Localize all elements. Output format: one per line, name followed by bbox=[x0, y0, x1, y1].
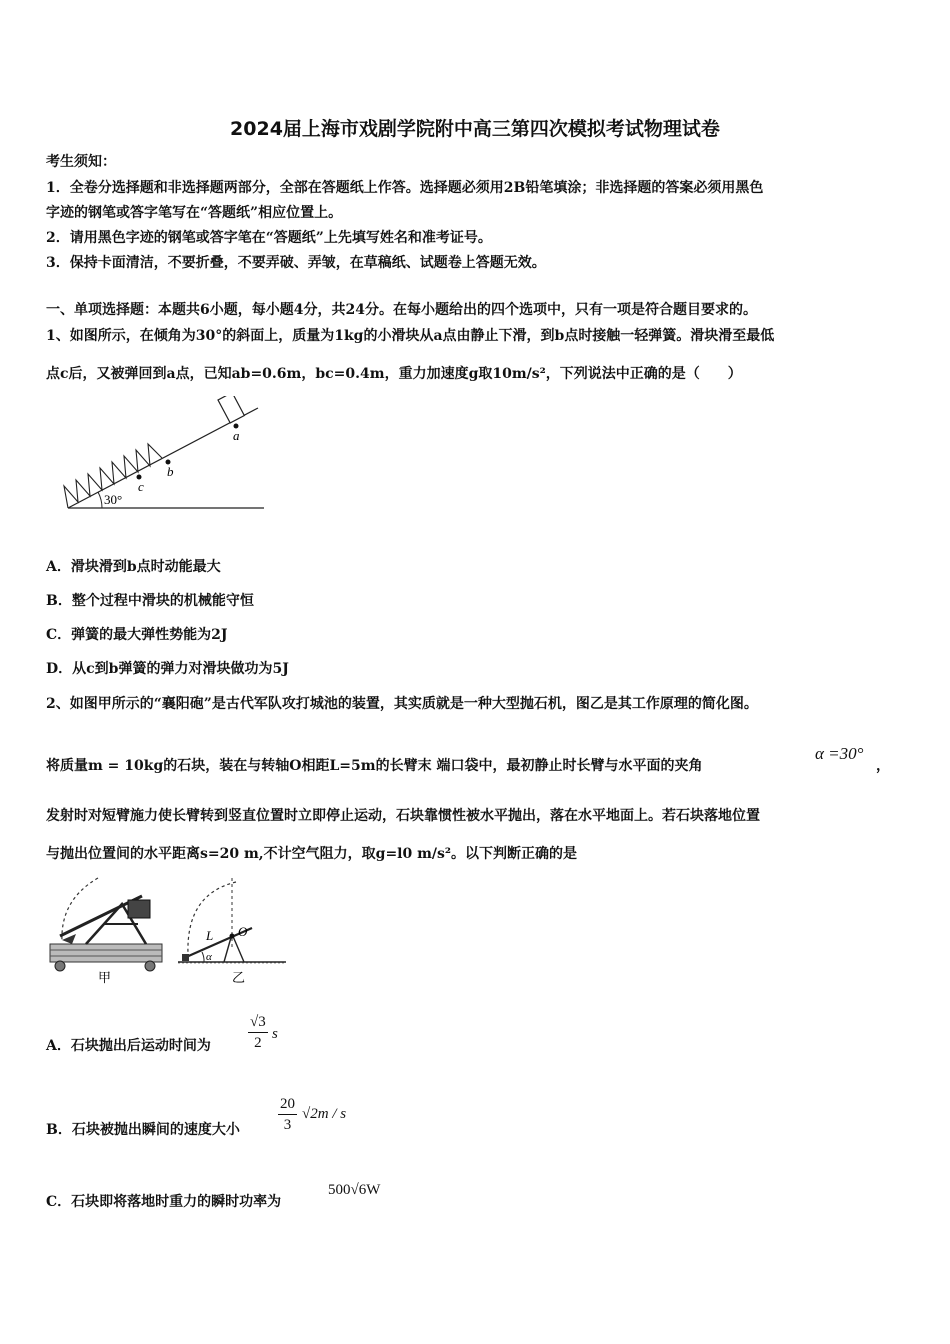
q1-incline-figure bbox=[58, 396, 268, 516]
q2-option-b-denominator: 3 bbox=[278, 1114, 297, 1135]
q2-line-3: 发射时对短臂施力使长臂转到竖直位置时立即停止运动，石块靠惯性被水平抛出，落在水平地面上。若石块落地位置 bbox=[46, 808, 760, 824]
trebuchet-counterweight bbox=[128, 900, 150, 918]
slider-block-icon bbox=[218, 396, 244, 423]
q2-option-a-numerator: √3 bbox=[248, 1012, 268, 1033]
incline-line bbox=[68, 408, 258, 508]
q2-line-2-text: 将质量m = 10kg的石块，装在与转轴O相距L=5m的长臂末 端口袋中，最初静止时长臂与水平面的夹角 bbox=[46, 758, 703, 774]
q1-option-c: C．弹簧的最大弹性势能为2J bbox=[46, 627, 228, 643]
trebuchet-base bbox=[50, 944, 162, 962]
q2-option-c-value: 500√6W bbox=[328, 1182, 381, 1198]
notice-item-3: 3．保持卡面清洁，不要折叠，不要弄破、弄皱，在草稿纸、试题卷上答题无效。 bbox=[46, 255, 546, 271]
notice-item-1a: 1．全卷分选择题和非选择题两部分，全部在答题纸上作答。选择题必须用2B铅笔填涂；非选择题的答案必须用黑色 bbox=[46, 180, 764, 196]
q2-option-c-text: C．石块即将落地时重力的瞬时功率为 bbox=[46, 1194, 282, 1210]
q2-option-b bbox=[46, 1120, 240, 1140]
label-angle: 30° bbox=[104, 492, 123, 507]
q2-line-2-end: ， bbox=[876, 758, 890, 774]
angle-arc bbox=[98, 492, 102, 508]
q2-option-a-unit: s bbox=[272, 1026, 278, 1042]
q1-line-1: 1、如图所示，在倾角为30°的斜面上，质量为1kg的小滑块从a点由静止下滑，到b点时接触一轻弹簧。滑块滑至最低 bbox=[46, 328, 775, 344]
label-b: b bbox=[167, 464, 174, 479]
q2-trebuchet-figure bbox=[46, 874, 290, 986]
pivot-o-marker bbox=[230, 934, 235, 939]
label-alpha: α bbox=[206, 951, 212, 963]
q1-option-b: B．整个过程中滑块的机械能守恒 bbox=[46, 593, 254, 609]
q1-line-2: 点c后，又被弹回到a点，已知ab=0.6m，bc=0.4m，重力加速度g取10m/s²，下列说法中正确的是（ ） bbox=[46, 366, 742, 382]
q2-line-4: 与抛出位置间的水平距离s=20 m,不计空气阻力，取g=l0 m/s²。以下判断正确的是 bbox=[46, 846, 578, 862]
page-title: 2024届上海市戏剧学院附中高三第四次模拟考试物理试卷 bbox=[230, 118, 720, 140]
notice-item-2: 2．请用黑色字迹的钢笔或答字笔在“答题纸”上先填写姓名和准考证号。 bbox=[46, 230, 492, 246]
q2-option-a bbox=[46, 1036, 211, 1056]
q2-option-c bbox=[46, 1192, 281, 1212]
q2-option-b-fraction bbox=[278, 1094, 297, 1135]
label-a: a bbox=[233, 428, 240, 443]
q2-option-b-numerator: 20 bbox=[280, 1096, 295, 1112]
q2-option-a-fraction bbox=[248, 1012, 268, 1053]
label-c: c bbox=[138, 479, 144, 494]
q2-option-b-text: B．石块被抛出瞬间的速度大小 bbox=[46, 1122, 240, 1138]
q1-option-d: D．从c到b弹簧的弹力对滑块做功为5J bbox=[46, 661, 289, 677]
q2-angle-math: α =30° bbox=[815, 744, 864, 763]
label-jia: 甲 bbox=[98, 970, 112, 985]
q1-option-a: A．滑块滑到b点时动能最大 bbox=[46, 559, 221, 575]
label-o: O bbox=[238, 924, 248, 939]
q2-line-1: 2、如图甲所示的“襄阳砲”是古代军队攻打城池的装置，其实质就是一种大型抛石机，图乙是其工作原理的简化图。 bbox=[46, 696, 758, 712]
section-heading: 一、单项选择题：本题共6小题，每小题4分，共24分。在每小题给出的四个选项中，只有一项是符合题目要求的。 bbox=[46, 302, 757, 318]
label-yi: 乙 bbox=[232, 970, 246, 985]
q2-option-b-unit: √2m / s bbox=[302, 1106, 347, 1122]
label-l: L bbox=[206, 928, 214, 943]
notice-item-1b: 字迹的钢笔或答字笔写在“答题纸”相应位置上。 bbox=[46, 205, 343, 221]
q2-option-a-denominator: 2 bbox=[254, 1035, 262, 1051]
stone-icon bbox=[182, 954, 189, 961]
notice-heading: 考生须知： bbox=[46, 154, 116, 170]
q2-line-2 bbox=[46, 756, 702, 776]
q2-option-a-text: A．石块抛出后运动时间为 bbox=[46, 1038, 211, 1054]
